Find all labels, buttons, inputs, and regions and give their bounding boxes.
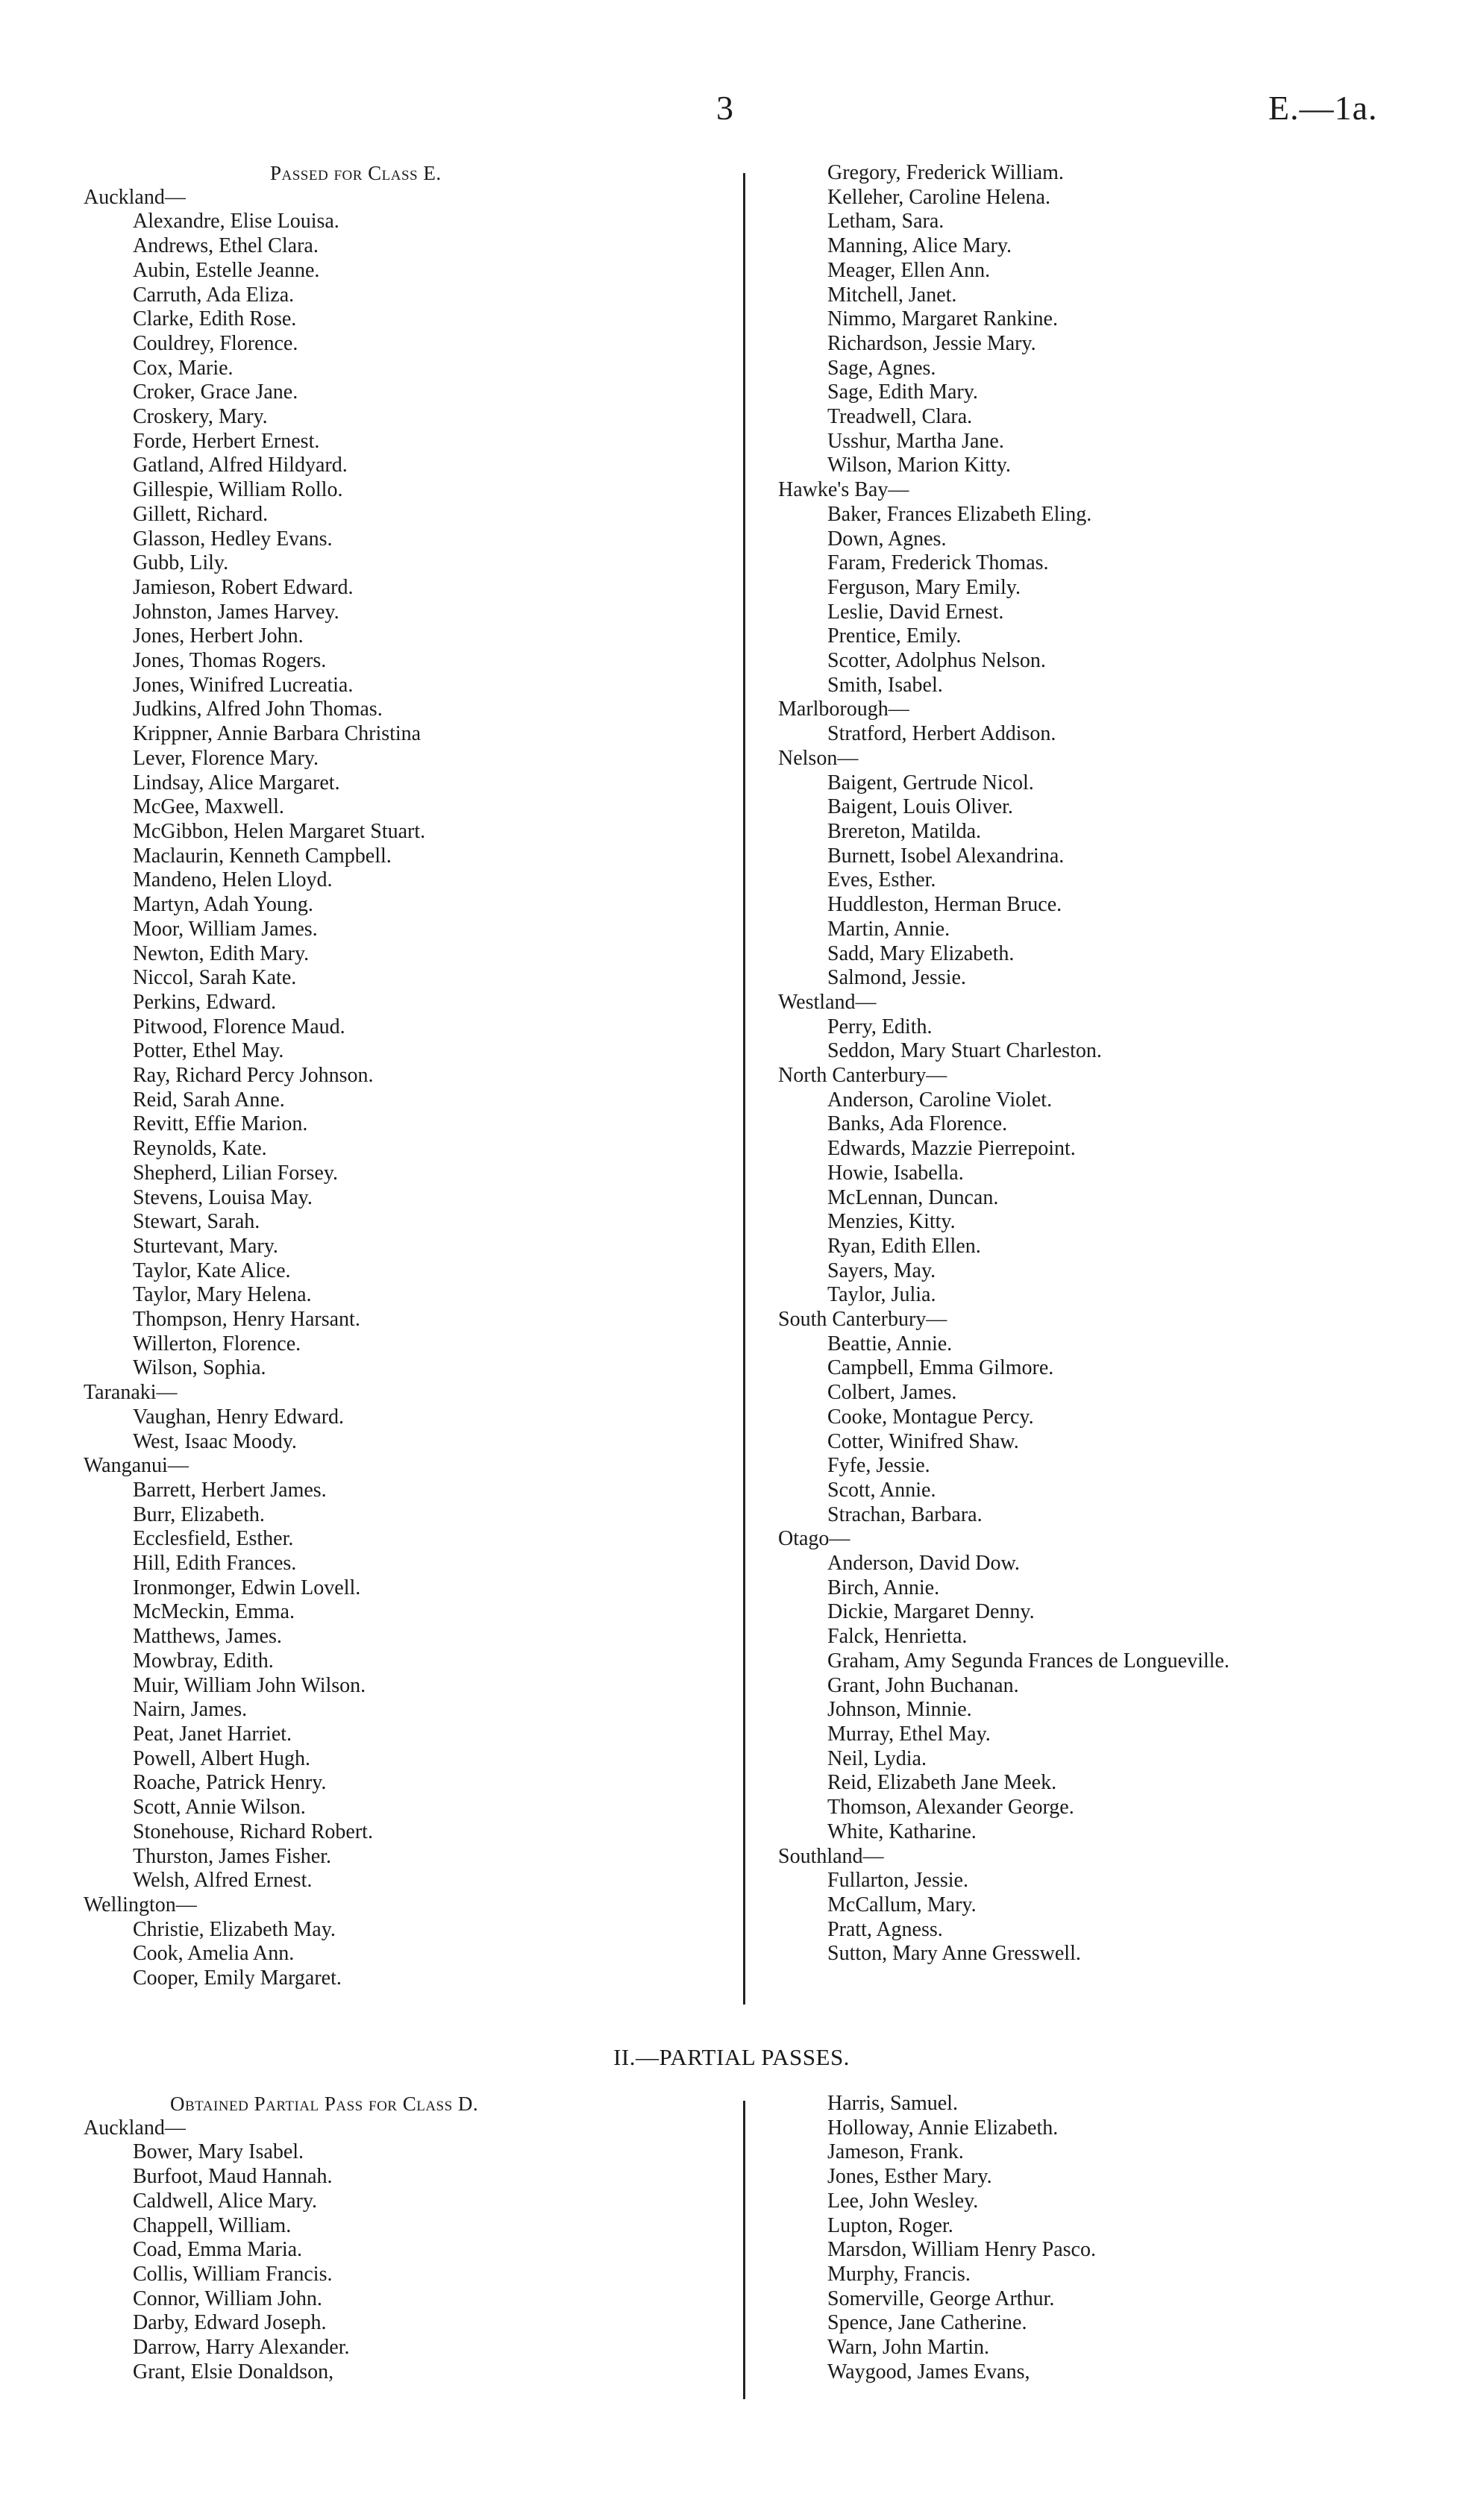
candidate-name: Darby, Edward Joseph. bbox=[133, 2311, 327, 2335]
candidate-name: Edwards, Mazzie Pierrepoint. bbox=[827, 1137, 1076, 1161]
class-e-left-column bbox=[84, 161, 442, 1991]
candidate-name: Jones, Herbert John. bbox=[133, 624, 304, 648]
candidate-name: Newton, Edith Mary. bbox=[133, 941, 310, 965]
candidate-name: Shepherd, Lilian Forsey. bbox=[133, 1161, 339, 1185]
candidate-name: Taylor, Kate Alice. bbox=[133, 1259, 291, 1282]
candidate-name: Darrow, Harry Alexander. bbox=[133, 2336, 350, 2360]
candidate-name: Christie, Elizabeth May. bbox=[133, 1917, 336, 1941]
candidate-name: White, Katharine. bbox=[827, 1820, 977, 1843]
page-number: 3 bbox=[716, 89, 733, 127]
candidate-name: Mitchell, Janet. bbox=[827, 283, 957, 307]
candidate-name: Wilson, Sophia. bbox=[133, 1356, 266, 1380]
candidate-name: Scott, Annie Wilson. bbox=[133, 1796, 306, 1820]
candidate-name: Couldrey, Florence. bbox=[133, 331, 298, 355]
candidate-name: Prentice, Emily. bbox=[827, 624, 962, 648]
column-divider bbox=[743, 2101, 745, 2399]
candidate-name: Gubb, Lily. bbox=[133, 551, 229, 575]
candidate-name: Usshur, Martha Jane. bbox=[827, 429, 1004, 453]
district-list bbox=[778, 161, 1229, 1966]
candidate-name: Cox, Marie. bbox=[133, 356, 234, 380]
candidate-name: Grant, John Buchanan. bbox=[827, 1673, 1019, 1697]
district-heading: Hawke's Bay— bbox=[778, 478, 909, 502]
document-reference: E.—1a. bbox=[1268, 89, 1378, 127]
candidate-name: Seddon, Mary Stuart Charleston. bbox=[827, 1039, 1102, 1063]
partial-passes-title: II.—PARTIAL PASSES. bbox=[613, 2044, 850, 2070]
candidate-name: Ironmonger, Edwin Lovell. bbox=[133, 1576, 361, 1599]
candidate-name: Letham, Sara. bbox=[827, 210, 944, 233]
candidate-name: Salmond, Jessie. bbox=[827, 966, 966, 990]
candidate-name: Moor, William James. bbox=[133, 917, 318, 941]
candidate-name: Connor, William John. bbox=[133, 2287, 322, 2310]
candidate-name: Cooke, Montague Percy. bbox=[827, 1405, 1034, 1429]
section-heading: Passed for Class E. bbox=[270, 162, 442, 184]
candidate-name: Sutton, Mary Anne Gresswell. bbox=[827, 1942, 1081, 1966]
candidate-name: Grant, Elsie Donaldson, bbox=[133, 2360, 334, 2383]
candidate-name: McLennan, Duncan. bbox=[827, 1185, 999, 1209]
candidate-name: Marsdon, William Henry Pasco. bbox=[827, 2238, 1096, 2262]
candidate-name: McCallum, Mary. bbox=[827, 1893, 977, 1916]
district-heading: North Canterbury— bbox=[778, 1064, 947, 1088]
candidate-name: Gregory, Frederick William. bbox=[827, 161, 1064, 184]
candidate-name: Colbert, James. bbox=[827, 1381, 957, 1405]
candidate-name: Leslie, David Ernest. bbox=[827, 600, 1004, 624]
candidate-name: Jones, Winifred Lucreatia. bbox=[133, 673, 354, 697]
candidate-name: Krippner, Annie Barbara Christina bbox=[133, 722, 422, 746]
candidate-name: Potter, Ethel May. bbox=[133, 1039, 284, 1063]
candidate-name: Powell, Albert Hugh. bbox=[133, 1746, 310, 1770]
column-divider bbox=[743, 173, 745, 2005]
candidate-name: Howie, Isabella. bbox=[827, 1161, 964, 1185]
candidate-name: Stratford, Herbert Addison. bbox=[827, 722, 1056, 746]
class-e-right-column bbox=[778, 161, 1229, 1966]
candidate-name: Manning, Alice Mary. bbox=[827, 234, 1012, 258]
candidate-name: Baker, Frances Elizabeth Eling. bbox=[827, 502, 1092, 526]
candidate-name: Stonehouse, Richard Robert. bbox=[133, 1820, 373, 1843]
candidate-name: Bower, Mary Isabel. bbox=[133, 2140, 304, 2164]
candidate-name: Coad, Emma Maria. bbox=[133, 2238, 303, 2262]
candidate-name: Kelleher, Caroline Helena. bbox=[827, 185, 1050, 209]
candidate-name: Alexandre, Elise Louisa. bbox=[133, 210, 339, 233]
candidate-name: Croker, Grace Jane. bbox=[133, 380, 298, 404]
candidate-name: Baigent, Gertrude Nicol. bbox=[827, 771, 1034, 794]
candidate-name: McGee, Maxwell. bbox=[133, 795, 284, 819]
candidate-name: Down, Agnes. bbox=[827, 527, 947, 551]
district-heading: Westland— bbox=[778, 990, 877, 1014]
candidate-name: Revitt, Effie Marion. bbox=[133, 1112, 308, 1136]
candidate-name: McGibbon, Helen Margaret Stuart. bbox=[133, 819, 426, 843]
candidate-name: Vaughan, Henry Edward. bbox=[133, 1405, 345, 1429]
candidate-name: Murphy, Francis. bbox=[827, 2262, 971, 2286]
candidate-name: Lee, John Wesley. bbox=[827, 2189, 979, 2213]
candidate-name: Johnson, Minnie. bbox=[827, 1698, 972, 1722]
partial-right-column bbox=[778, 2092, 1096, 2384]
district-heading: Wellington— bbox=[84, 1893, 197, 1916]
candidate-name: Jamieson, Robert Edward. bbox=[133, 575, 354, 599]
candidate-name: Reid, Elizabeth Jane Meek. bbox=[827, 1771, 1057, 1795]
district-heading: Marlborough— bbox=[778, 698, 909, 721]
candidate-name: Graham, Amy Segunda Frances de Longueville. bbox=[827, 1649, 1229, 1673]
candidate-name: Perry, Edith. bbox=[827, 1015, 933, 1038]
candidate-name: Waygood, James Evans, bbox=[827, 2360, 1030, 2383]
candidate-name: Dickie, Margaret Denny. bbox=[827, 1600, 1035, 1624]
district-list bbox=[778, 2092, 1096, 2384]
candidate-name: Gillespie, William Rollo. bbox=[133, 478, 343, 502]
candidate-name: Roache, Patrick Henry. bbox=[133, 1771, 327, 1795]
candidate-name: Ecclesfield, Esther. bbox=[133, 1527, 294, 1551]
candidate-name: Carruth, Ada Eliza. bbox=[133, 283, 295, 307]
candidate-name: Martyn, Adah Young. bbox=[133, 893, 313, 917]
candidate-name: Burr, Elizabeth. bbox=[133, 1502, 265, 1526]
candidate-name: Judkins, Alfred John Thomas. bbox=[133, 698, 383, 721]
candidate-name: Forde, Herbert Ernest. bbox=[133, 429, 320, 453]
section-heading: Obtained Partial Pass for Class D. bbox=[170, 2093, 479, 2115]
candidate-name: Welsh, Alfred Ernest. bbox=[133, 1869, 313, 1893]
candidate-name: Wilson, Marion Kitty. bbox=[827, 454, 1011, 477]
candidate-name: Banks, Ada Florence. bbox=[827, 1112, 1008, 1136]
candidate-name: Ferguson, Mary Emily. bbox=[827, 575, 1021, 599]
candidate-name: Cook, Amelia Ann. bbox=[133, 1942, 295, 1966]
candidate-name: Birch, Annie. bbox=[827, 1576, 940, 1599]
district-heading: South Canterbury— bbox=[778, 1308, 947, 1332]
candidate-name: Croskery, Mary. bbox=[133, 405, 268, 429]
candidate-name: Faram, Frederick Thomas. bbox=[827, 551, 1049, 575]
district-heading: Nelson— bbox=[778, 746, 859, 770]
candidate-name: Ray, Richard Percy Johnson. bbox=[133, 1064, 374, 1088]
candidate-name: Warn, John Martin. bbox=[827, 2336, 990, 2360]
candidate-name: Willerton, Florence. bbox=[133, 1332, 301, 1355]
candidate-name: Gatland, Alfred Hildyard. bbox=[133, 454, 348, 477]
candidate-name: Jones, Esther Mary. bbox=[827, 2165, 992, 2189]
candidate-name: Reynolds, Kate. bbox=[133, 1137, 267, 1161]
candidate-name: Thomson, Alexander George. bbox=[827, 1796, 1074, 1820]
candidate-name: Hill, Edith Frances. bbox=[133, 1552, 297, 1576]
candidate-name: Smith, Isabel. bbox=[827, 673, 943, 697]
district-heading: Auckland— bbox=[84, 185, 186, 209]
candidate-name: Anderson, David Dow. bbox=[827, 1552, 1020, 1576]
candidate-name: Cooper, Emily Margaret. bbox=[133, 1966, 342, 1990]
candidate-name: Eves, Esther. bbox=[827, 868, 936, 892]
candidate-name: Treadwell, Clara. bbox=[827, 405, 973, 429]
candidate-name: Harris, Samuel. bbox=[827, 2092, 958, 2115]
candidate-name: Mandeno, Helen Lloyd. bbox=[133, 868, 333, 892]
candidate-name: Sage, Edith Mary. bbox=[827, 380, 978, 404]
candidate-name: Strachan, Barbara. bbox=[827, 1502, 983, 1526]
candidate-name: Niccol, Sarah Kate. bbox=[133, 966, 297, 990]
candidate-name: McMeckin, Emma. bbox=[133, 1600, 295, 1624]
candidate-name: Glasson, Hedley Evans. bbox=[133, 527, 333, 551]
candidate-name: Thompson, Henry Harsant. bbox=[133, 1308, 360, 1332]
district-list bbox=[84, 2116, 478, 2385]
candidate-name: Huddleston, Herman Bruce. bbox=[827, 893, 1062, 917]
candidate-name: Sage, Agnes. bbox=[827, 356, 936, 380]
candidate-name: Cotter, Winifred Shaw. bbox=[827, 1429, 1019, 1453]
candidate-name: Lindsay, Alice Margaret. bbox=[133, 771, 340, 794]
candidate-name: Caldwell, Alice Mary. bbox=[133, 2189, 318, 2213]
candidate-name: Peat, Janet Harriet. bbox=[133, 1723, 292, 1746]
candidate-name: Richardson, Jessie Mary. bbox=[827, 331, 1036, 355]
candidate-name: Scotter, Adolphus Nelson. bbox=[827, 649, 1046, 673]
candidate-name: Meager, Ellen Ann. bbox=[827, 258, 991, 282]
candidate-name: Brereton, Matilda. bbox=[827, 819, 982, 843]
candidate-name: Sayers, May. bbox=[827, 1259, 936, 1282]
candidate-name: Aubin, Estelle Jeanne. bbox=[133, 258, 320, 282]
candidate-name: Mowbray, Edith. bbox=[133, 1649, 274, 1673]
district-heading: Taranaki— bbox=[84, 1381, 178, 1405]
partial-left-column bbox=[84, 2092, 478, 2384]
candidate-name: Jones, Thomas Rogers. bbox=[133, 649, 327, 673]
candidate-name: Stevens, Louisa May. bbox=[133, 1185, 313, 1209]
candidate-name: Pratt, Agness. bbox=[827, 1917, 943, 1941]
candidate-name: Fyfe, Jessie. bbox=[827, 1454, 930, 1478]
candidate-name: Reid, Sarah Anne. bbox=[133, 1088, 285, 1112]
district-list bbox=[84, 186, 442, 1991]
candidate-name: Lupton, Roger. bbox=[827, 2213, 953, 2237]
candidate-name: Jameson, Frank. bbox=[827, 2140, 964, 2164]
candidate-name: Neil, Lydia. bbox=[827, 1746, 927, 1770]
candidate-name: Falck, Henrietta. bbox=[827, 1625, 968, 1649]
candidate-name: Taylor, Mary Helena. bbox=[133, 1283, 312, 1307]
candidate-name: Perkins, Edward. bbox=[133, 990, 277, 1014]
candidate-name: Pitwood, Florence Maud. bbox=[133, 1015, 345, 1038]
district-heading: Wanganui— bbox=[84, 1454, 189, 1478]
candidate-name: Stewart, Sarah. bbox=[133, 1210, 260, 1234]
candidate-name: Sturtevant, Mary. bbox=[133, 1234, 278, 1258]
candidate-name: Maclaurin, Kenneth Campbell. bbox=[133, 844, 392, 868]
candidate-name: Campbell, Emma Gilmore. bbox=[827, 1356, 1054, 1380]
candidate-name: Taylor, Julia. bbox=[827, 1283, 936, 1307]
candidate-name: Chappell, William. bbox=[133, 2213, 292, 2237]
candidate-name: Barrett, Herbert James. bbox=[133, 1478, 327, 1502]
candidate-name: Andrews, Ethel Clara. bbox=[133, 234, 319, 258]
candidate-name: Spence, Jane Catherine. bbox=[827, 2311, 1027, 2335]
candidate-name: Menzies, Kitty. bbox=[827, 1210, 956, 1234]
candidate-name: Somerville, George Arthur. bbox=[827, 2287, 1055, 2310]
candidate-name: West, Isaac Moody. bbox=[133, 1429, 297, 1453]
candidate-name: Martin, Annie. bbox=[827, 917, 950, 941]
candidate-name: Burfoot, Maud Hannah. bbox=[133, 2165, 333, 2189]
district-heading: Otago— bbox=[778, 1527, 850, 1551]
candidate-name: Anderson, Caroline Violet. bbox=[827, 1088, 1053, 1112]
candidate-name: Nimmo, Margaret Rankine. bbox=[827, 307, 1058, 331]
candidate-name: Lever, Florence Mary. bbox=[133, 746, 319, 770]
candidate-name: Thurston, James Fisher. bbox=[133, 1844, 331, 1868]
candidate-name: Matthews, James. bbox=[133, 1625, 282, 1649]
candidate-name: Nairn, James. bbox=[133, 1698, 248, 1722]
candidate-name: Muir, William John Wilson. bbox=[133, 1673, 366, 1697]
candidate-name: Murray, Ethel May. bbox=[827, 1723, 991, 1746]
candidate-name: Baigent, Louis Oliver. bbox=[827, 795, 1013, 819]
candidate-name: Fullarton, Jessie. bbox=[827, 1869, 968, 1893]
candidate-name: Ryan, Edith Ellen. bbox=[827, 1234, 981, 1258]
candidate-name: Scott, Annie. bbox=[827, 1478, 936, 1502]
district-heading: Southland— bbox=[778, 1844, 884, 1868]
candidate-name: Gillett, Richard. bbox=[133, 502, 269, 526]
candidate-name: Johnston, James Harvey. bbox=[133, 600, 339, 624]
candidate-name: Sadd, Mary Elizabeth. bbox=[827, 941, 1015, 965]
candidate-name: Holloway, Annie Elizabeth. bbox=[827, 2116, 1059, 2140]
candidate-name: Beattie, Annie. bbox=[827, 1332, 953, 1355]
candidate-name: Burnett, Isobel Alexandrina. bbox=[827, 844, 1065, 868]
district-heading: Auckland— bbox=[84, 2116, 186, 2140]
candidate-name: Clarke, Edith Rose. bbox=[133, 307, 297, 331]
candidate-name: Collis, William Francis. bbox=[133, 2262, 333, 2286]
